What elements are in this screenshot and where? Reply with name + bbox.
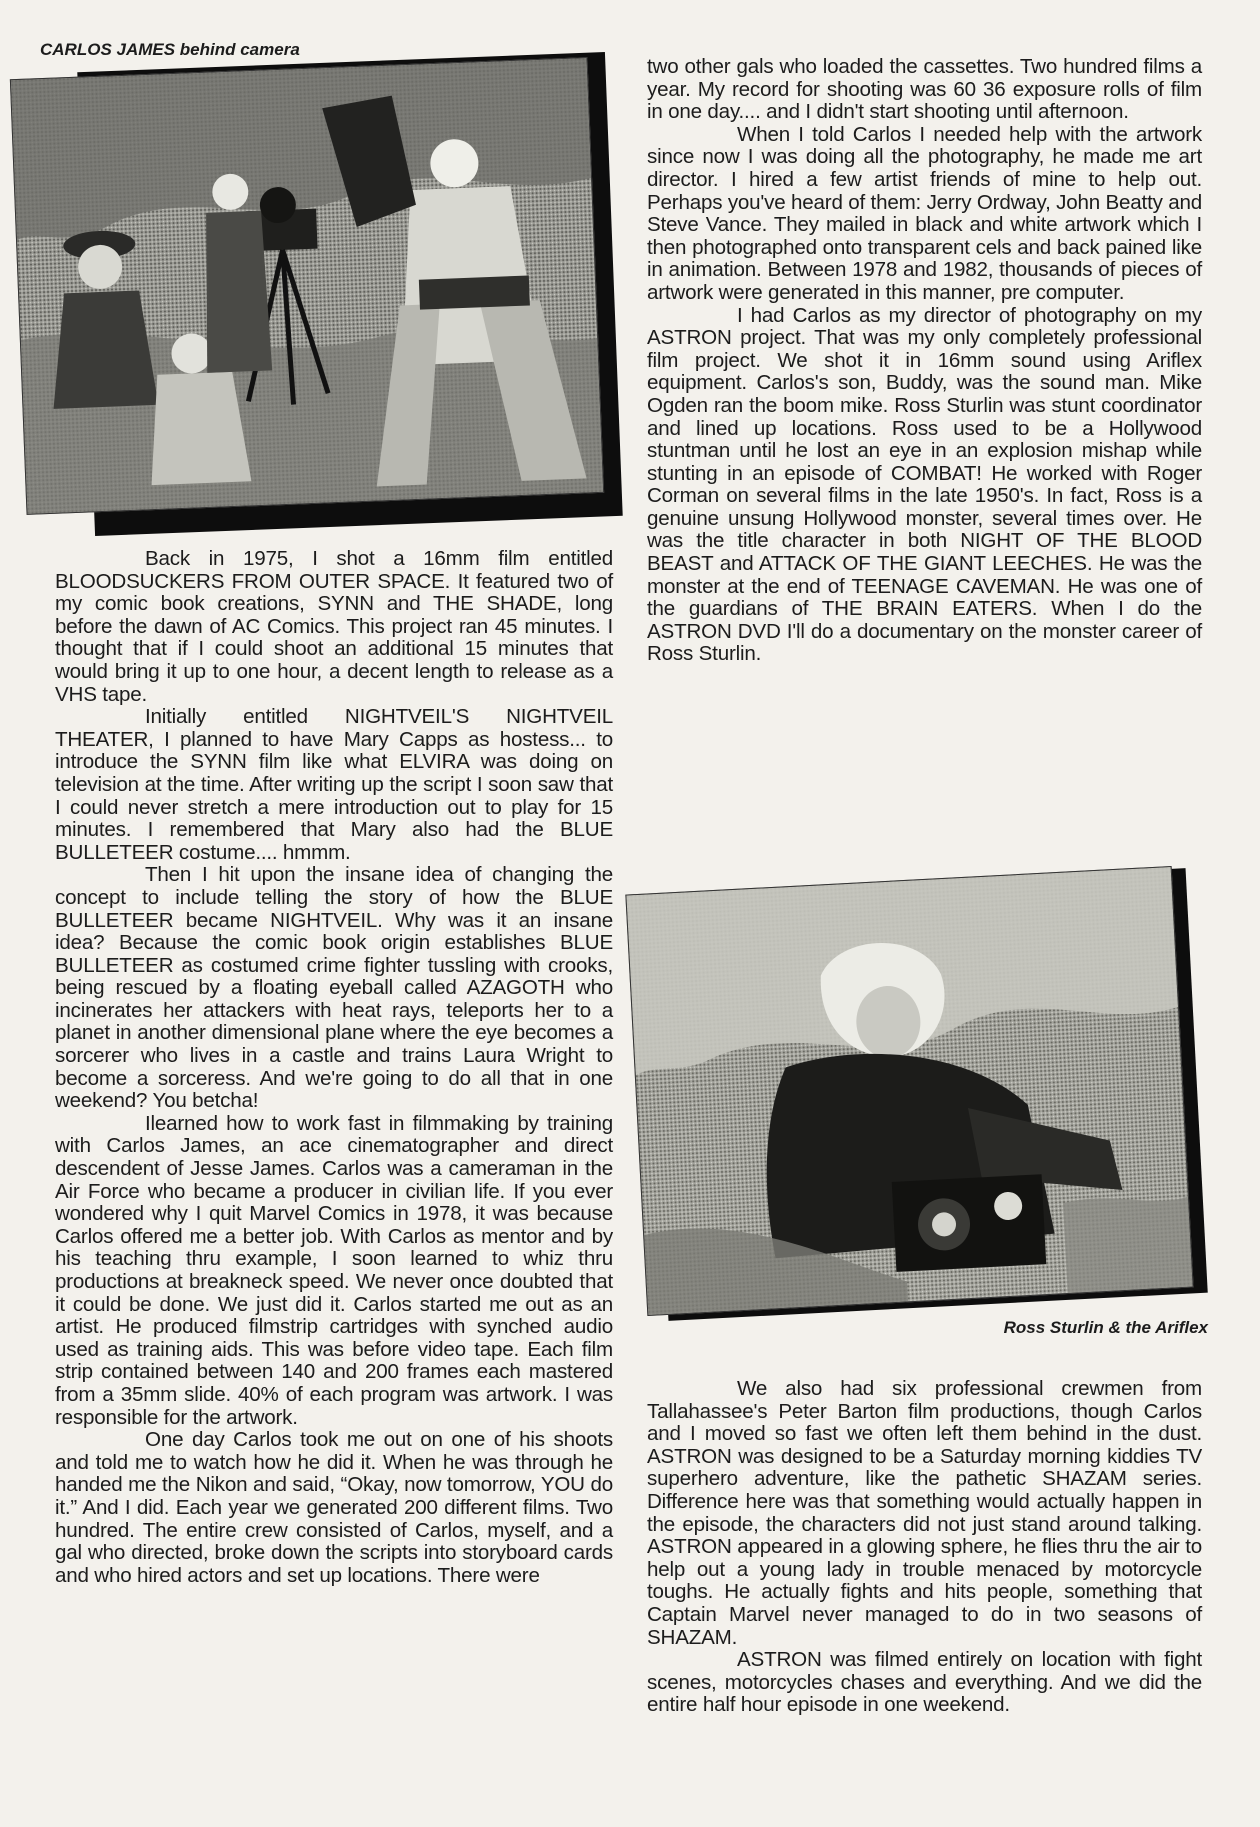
paragraph: Initially entitled NIGHTVEIL'S NIGHTVEIL THEATER, I planned to have Mary Capps as hostess... to introduce the SYNN film like what ELVIRA was doing on television at the time. After writing up the script I soon saw that I could never stretch a mere introduction out to play for 15 minutes. I remembered that Mary also had the BLUE BULLETEER costume.... hmmm. bbox=[55, 705, 613, 864]
paragraph: two other gals who loaded the cassettes. Two hundred films a year. My record for shooting was 60 36 exposure rolls of film in one day.... and I didn't start shooting until afternoon. bbox=[647, 55, 1202, 124]
article-left-column bbox=[55, 548, 613, 1587]
paragraph: Then I hit upon the insane idea of changing the concept to include telling the story of how the BLUE BULLETEER became NIGHTVEIL. Why was it an insane idea? Because the comic book origin establishes BLUE BULLETEER as costumed crime fighter tussling with crooks, being rescued by a floating eyeball called AZAGOTH who incinerates her attackers with heat rays, teleports her to a planet in another dimensional plane where the eye becomes a sorcerer who lives in a castle and trains Laura Wright to become a sorceress. And we're going to do all that in one weekend? You betcha! bbox=[55, 863, 613, 1113]
paragraph: We also had six professional crewmen from Tallahassee's Peter Barton film productions, though Carlos and I moved so fast we often left them behind in the dust. ASTRON was designed to be a Saturday morning kiddies TV superhero adventure, like the pathetic SHAZAM series. Difference here was that something would actually happen in the episode, the characters did not just stand around talking. ASTRON appeared in a glowing sphere, he flies thru the air to help out a young lady in trouble menaced by motorcycle toughs. He actually fights and hits people, something that Captain Marvel never managed to do in two seasons of SHAZAM. bbox=[647, 1377, 1202, 1649]
paragraph: ASTRON was filmed entirely on location with fight scenes, motorcycles chases and everything. And we did the entire half hour episode in one weekend. bbox=[647, 1648, 1202, 1717]
paragraph: I had Carlos as my director of photography on my ASTRON project. That was my only completely professional film project. We shot it in 16mm sound using Ariflex equipment. Carlos's son, Buddy, was the sound man. Mike Ogden ran the boom mike. Ross Sturlin was stunt coordinator and lined up locations. Ross used to be a Hollywood stuntman until he lost an eye in an explosion mishap while stunting in an episode of COMBAT! He worked with Roger Corman on several films in the late 1950's. In fact, Ross is a genuine unsung Hollywood monster, several times over. He was the title character in both NIGHT OF THE BLOOD BEAST and ATTACK OF THE GIANT LEECHES. He was the monster at the end of TEENAGE CAVEMAN. He was one of the guardians of THE BRAIN EATERS. When I do the ASTRON DVD I'll do a documentary on the monster career of Ross Sturlin. bbox=[647, 303, 1202, 666]
photo-carlos-james-behind-camera bbox=[10, 57, 604, 515]
paragraph: Back in 1975, I shot a 16mm film entitled BLOODSUCKERS FROM OUTER SPACE. It featured two of my comic book creations, SYNN and THE SHADE, long before the dawn of AC Comics. This project ran 45 minutes. I thought that if I could shoot an additional 15 minutes that would bring it up to one hour, a decent length to release as a VHS tape. bbox=[55, 547, 613, 706]
photo-ross-sturlin-ariflex bbox=[625, 866, 1193, 1316]
article-right-column-bottom bbox=[647, 1378, 1202, 1717]
photo-caption-carlos: CARLOS JAMES behind camera bbox=[40, 40, 300, 59]
article-right-column-top bbox=[647, 56, 1202, 666]
photo-caption-ross: Ross Sturlin & the Ariflex bbox=[1003, 1318, 1208, 1337]
paragraph: When I told Carlos I needed help with the artwork since now I was doing all the photography, he made me art director. I hired a few artist friends of mine to help out. Perhaps you've heard of them: Jerry Ordway, John Beatty and Steve Vance. They mailed in black and white artwork which I then photographed onto transparent cels and back pained like in animation. Between 1978 and 1982, thousands of pieces of artwork were generated in this manner, pre computer. bbox=[647, 122, 1202, 304]
paragraph: One day Carlos took me out on one of his shoots and told me to watch how he did it. When he was through he handed me the Nikon and said, “Okay, now tomorrow, YOU do it.” And I did. Each year we generated 200 different films. Two hundred. The entire crew consisted of Carlos, myself, and a gal who directed, broke down the scripts into storyboard cards and who hired actors and set up locations. There were bbox=[55, 1428, 613, 1587]
paragraph: Ilearned how to work fast in filmmaking by training with Carlos James, an ace cinematographer and direct descendent of Jesse James. Carlos was a cameraman in the Air Force who became a producer in civilian life. If you ever wondered why I quit Marvel Comics in 1978, it was because Carlos offered me a better job. With Carlos as mentor and by his teaching thru example, I soon learned to whiz thru productions at breakneck speed. We never once doubted that it could be done. We just did it. Carlos started me out as an artist. He produced filmstrip cartridges with synched audio used as training aids. This was before video tape. Each film strip contained between 140 and 200 frames each mastered from a 35mm slide. 40% of each program was artwork. I was responsible for the artwork. bbox=[55, 1111, 613, 1429]
